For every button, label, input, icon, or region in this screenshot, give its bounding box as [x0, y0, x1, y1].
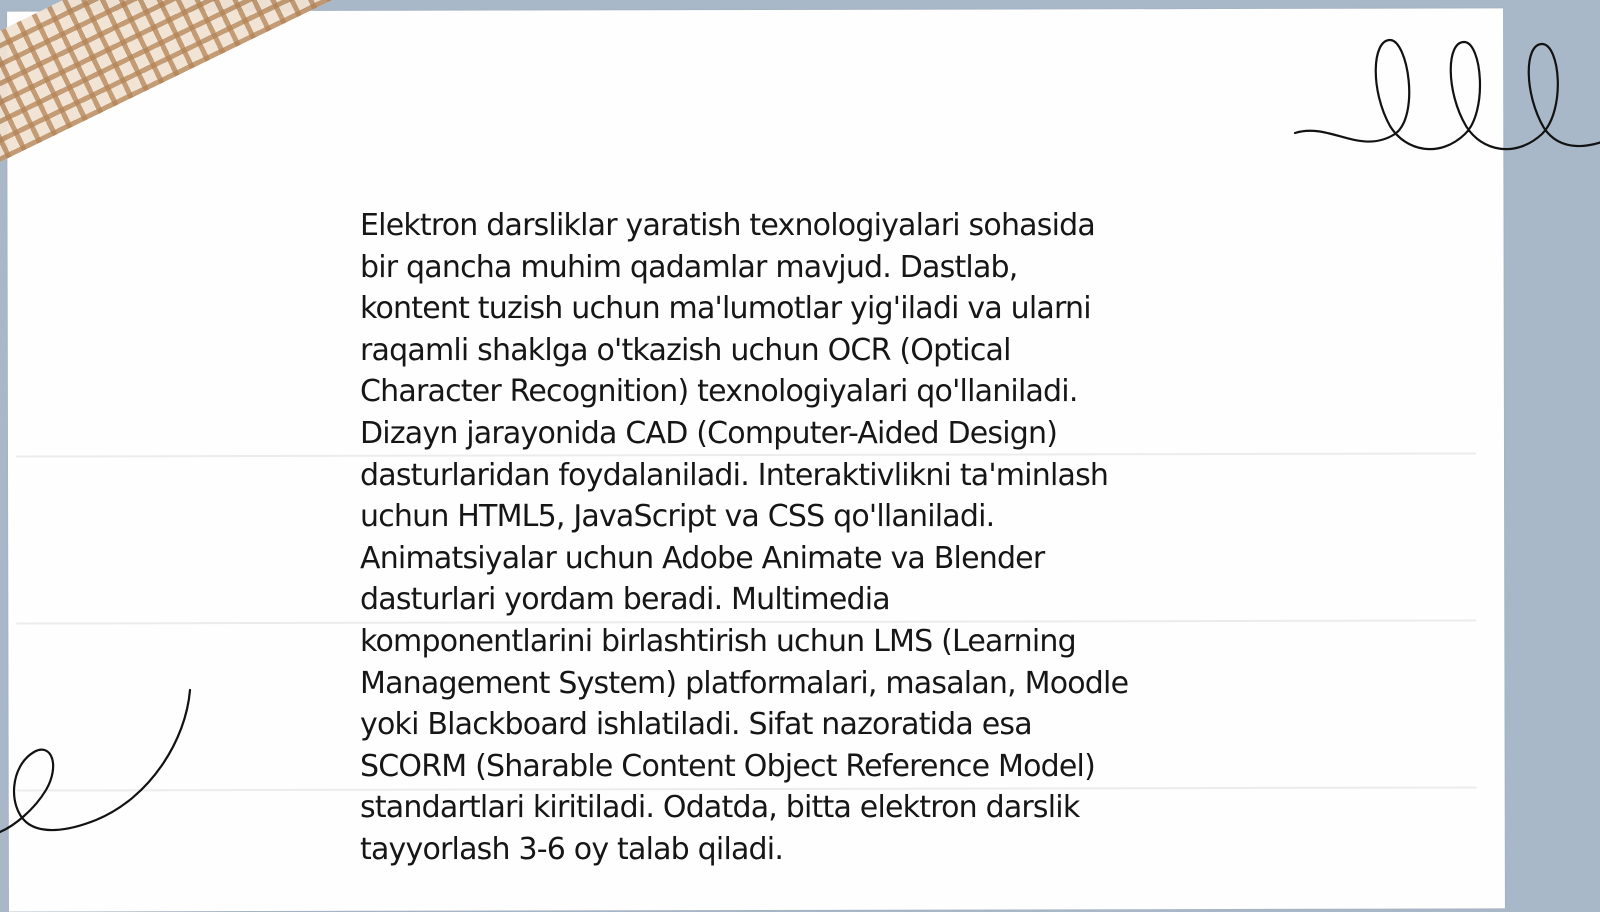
swash-scribble-icon [0, 690, 200, 850]
body-paragraph: Elektron darsliklar yaratish texnologiyalari sohasida bir qancha muhim qadamlar mavjud. Dastlab, kontent tuzish uchun ma'lumotlar yig'iladi va ularni raqamli shaklga o'tkazish uchun OCR (Optical Character Recognition) texnologiyalari qo'llaniladi. Dizayn jarayonida CAD (Computer-Aided Design) dasturlaridan foydalaniladi. Interaktivlikni ta'minlash uchun HTML5, JavaScript va CSS qo'llaniladi. Animatsiyalar uchun Adobe Animate va Blender dasturlari yordam beradi. Multimedia komponentlarini birlashtirish uchun LMS (Learning Management System) platformalari, masalan, Moodle yoki Blackboard ishlatiladi. Sifat nazoratida esa SCORM (Sharable Content Object Reference Model) standartlari kiritiladi. Odatda, bitta elektron darslik tayyorlash 3-6 oy talab qiladi. [360, 208, 1129, 867]
loop-scribble-icon [1290, 30, 1600, 160]
